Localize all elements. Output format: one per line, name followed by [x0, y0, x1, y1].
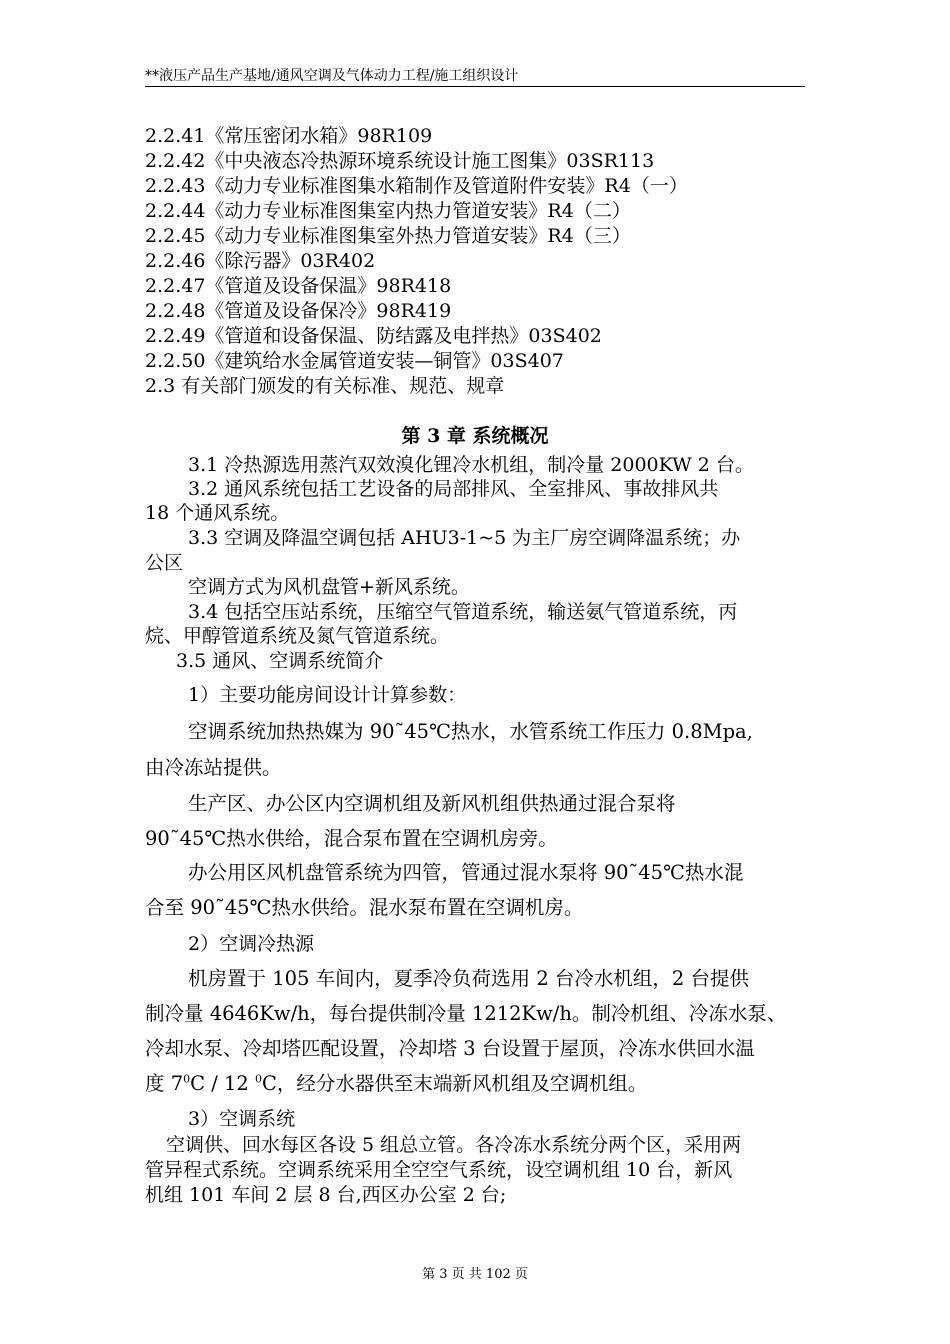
item-1-para2-line1: 生产区、办公区内空调机组及新风机组供热通过混合泵将 — [188, 792, 676, 815]
reference-item: 2.2.46《除污器》03R402 — [145, 250, 376, 272]
paragraph-3-2-line1: 3.2 通风系统包括工艺设备的局部排风、全室排风、事故排风共 — [188, 478, 719, 500]
paragraph-3-4-line2: 烷、甲醇管道系统及氮气管道系统。 — [145, 625, 450, 647]
header-rule — [145, 86, 805, 87]
reference-item: 2.2.42《中央液态冷热源环境系统设计施工图集》03SR113 — [145, 150, 655, 172]
reference-item: 2.2.41《常压密闭水箱》98R109 — [145, 125, 433, 147]
item-3-para-line1: 空调供、回水每区各设 5 组总立管。各冷冻水系统分两个区，采用两 — [166, 1134, 742, 1156]
paragraph-3-2-line2: 18 个通风系统。 — [145, 502, 290, 524]
reference-item: 2.2.43《动力专业标准图集水箱制作及管道附件安装》R4（一） — [145, 175, 688, 197]
item-2-para-line2: 制冷量 4646Kw/h，每台提供制冷量 1212Kw/h。制冷机组、冷冻水泵、 — [145, 1002, 787, 1025]
reference-item: 2.2.48《管道及设备保冷》98R419 — [145, 300, 452, 322]
item-1-para3-line1: 办公用区风机盘管系统为四管，管通过混水泵将 90˜45℃热水混 — [188, 861, 744, 884]
item-3-title: 3）空调系统 — [188, 1108, 296, 1130]
reference-item: 2.2.44《动力专业标准图集室内热力管道安装》R4（二） — [145, 200, 631, 222]
item-3-para-line3: 机组 101 车间 2 层 8 台,西区办公室 2 台; — [145, 1184, 507, 1206]
page-footer: 第 3 页 共 102 页 — [422, 1267, 528, 1282]
paragraph-3-3-line3: 空调方式为风机盘管+新风系统。 — [188, 576, 470, 598]
paragraph-3-1: 3.1 冷热源选用蒸汽双效溴化锂冷水机组，制冷量 2000KW 2 台。 — [188, 454, 754, 476]
reference-item: 2.2.45《动力专业标准图集室外热力管道安装》R4（三） — [145, 225, 631, 247]
paragraph-3-4-line1: 3.4 包括空压站系统，压缩空气管道系统，输送氨气管道系统，丙 — [188, 601, 738, 623]
item-2-para-line3: 冷却水泵、冷却塔匹配设置，冷却塔 3 台设置于屋顶，冷冻水供回水温 — [145, 1037, 755, 1060]
reference-item: 2.2.47《管道及设备保温》98R418 — [145, 275, 452, 297]
section-3-5-heading: 3.5 通风、空调系统简介 — [176, 650, 384, 672]
chapter-title: 第 3 章 系统概况 — [401, 425, 549, 447]
item-1-para2-line2: 90˜45℃热水供给，混合泵布置在空调机房旁。 — [145, 827, 558, 850]
reference-item: 2.2.49《管道和设备保温、防结露及电拌热》03S402 — [145, 325, 602, 347]
item-1-para3-line2: 合至 90˜45℃热水供给。混水泵布置在空调机房。 — [145, 896, 584, 919]
reference-list — [145, 124, 825, 399]
paragraph-3-3-line2: 公区 — [145, 552, 184, 574]
reference-item: 2.3 有关部门颁发的有关标准、规范、规章 — [145, 375, 505, 397]
item-3-para-line2: 管异程式系统。空调系统采用全空空气系统，设空调机组 10 台，新风 — [145, 1159, 733, 1181]
item-1-para1-line2: 由冷冻站提供。 — [145, 756, 282, 779]
reference-item: 2.2.50《建筑给水金属管道安装—铜管》03S407 — [145, 350, 564, 372]
page-header: **液压产品生产基地/通风空调及气体动力工程/施工组织设计 — [145, 68, 519, 84]
item-2-title: 2）空调冷热源 — [188, 933, 315, 955]
paragraph-3-3-line1: 3.3 空调及降温空调包括 AHU3-1~5 为主厂房空调降温系统；办 — [188, 527, 741, 549]
item-2-para-line4: 度 $7^0C / 12$ $^0$C，经分水器供至末端新风机组及空调机组。 — [145, 1072, 648, 1095]
item-1-para1-line1: 空调系统加热热媒为 90˜45℃热水，水管系统工作压力 0.8Mpa, — [188, 720, 753, 743]
item-2-para-line1: 机房置于 105 车间内，夏季冷负荷选用 2 台冷水机组，2 台提供 — [188, 967, 750, 990]
item-1-title: 1）主要功能房间设计计算参数： — [188, 684, 467, 706]
